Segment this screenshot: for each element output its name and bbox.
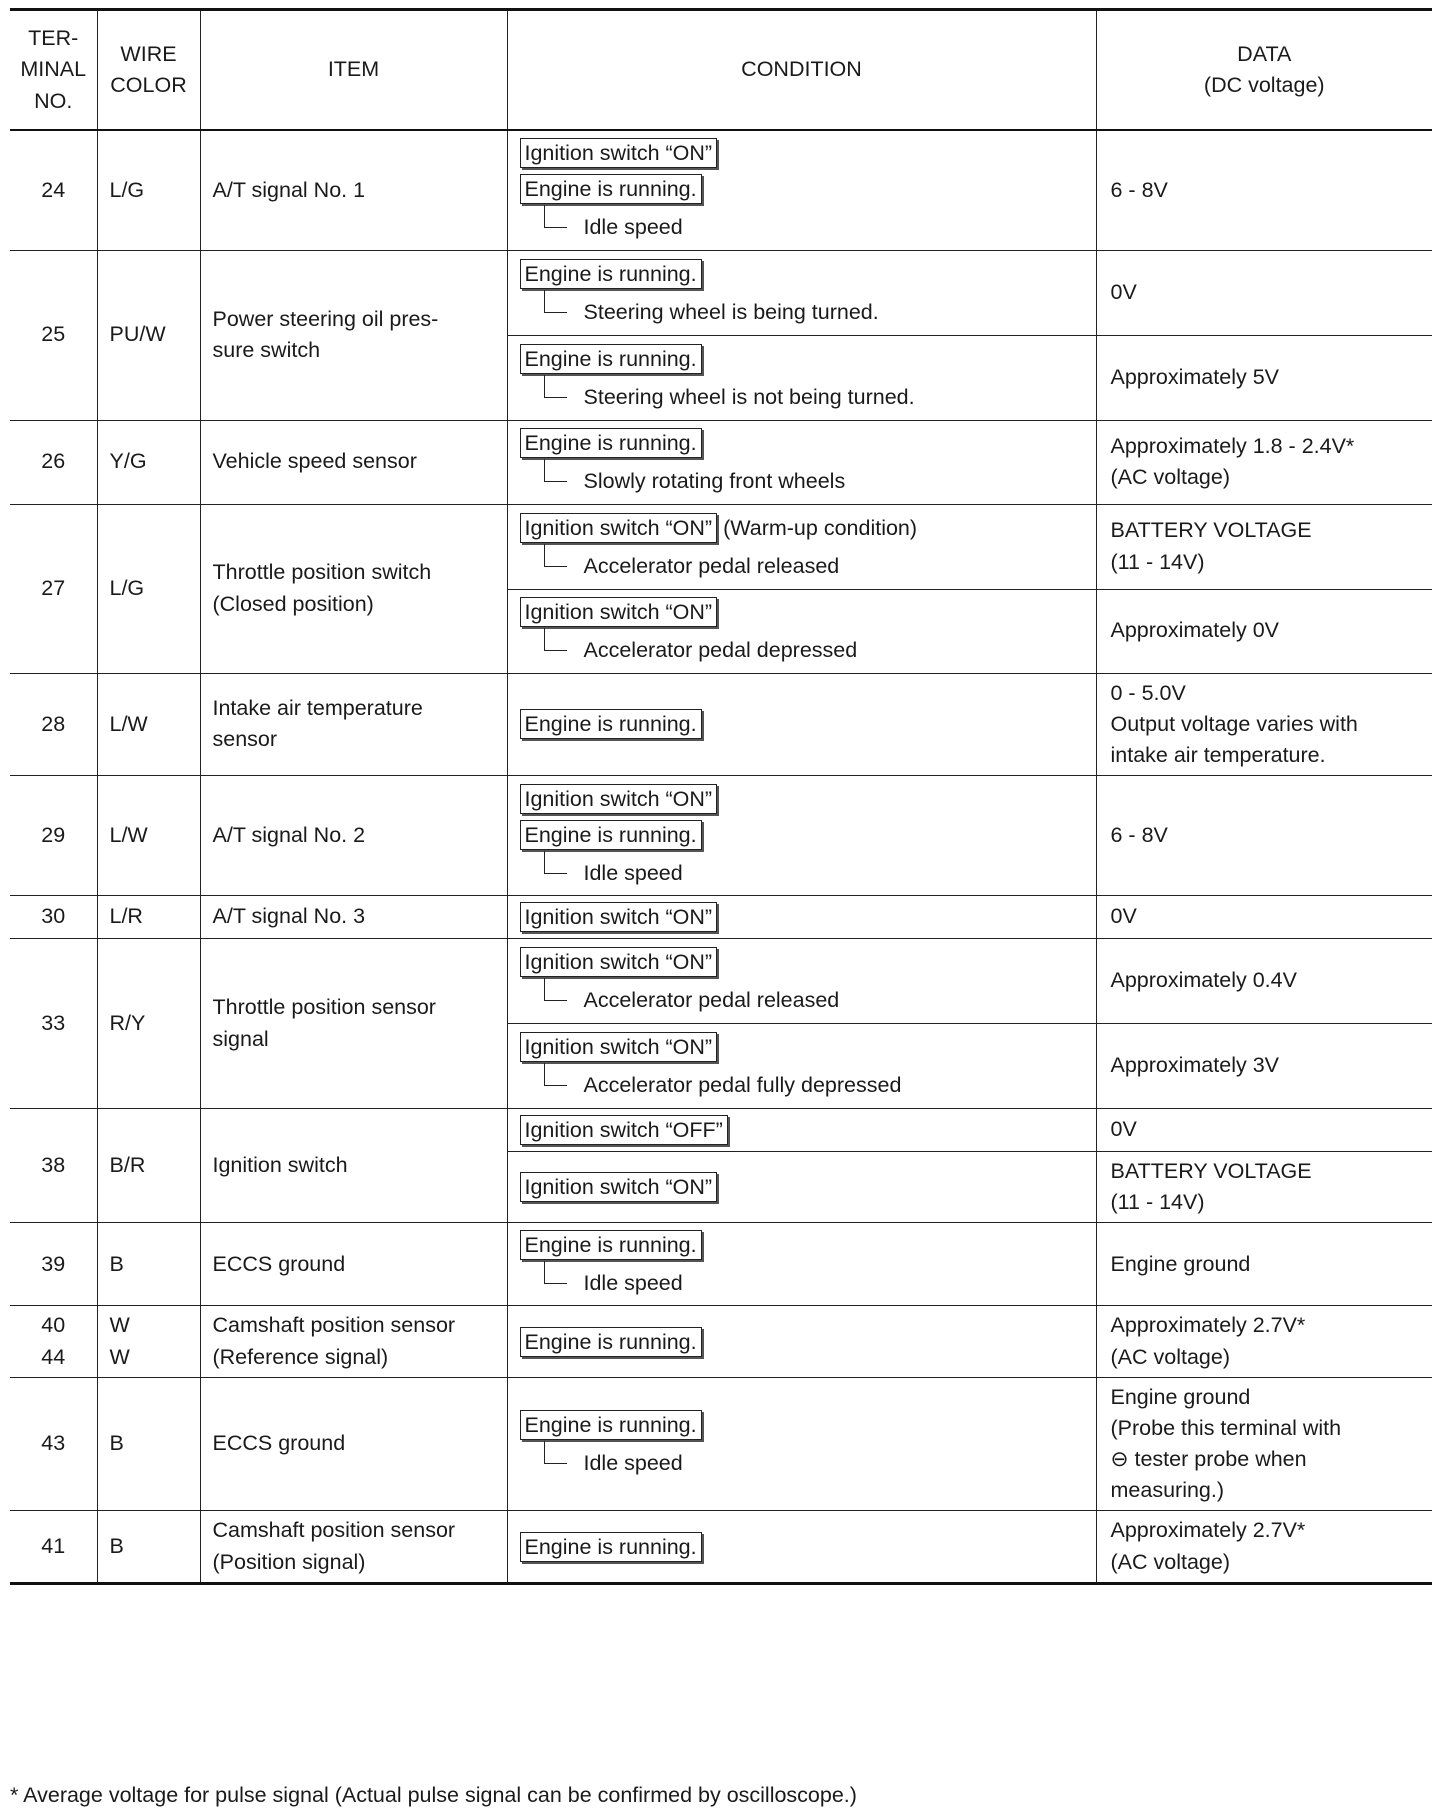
wire-color-cell: PU/W <box>97 250 200 420</box>
condition-cell <box>507 420 1096 504</box>
wire-color-cell: B/R <box>97 1109 200 1223</box>
condition-box: Engine is running. <box>520 1327 702 1357</box>
condition-cell <box>507 939 1096 1024</box>
wire-color-cell: L/W <box>97 673 200 776</box>
item-cell: Throttle position switch (Closed position) <box>200 504 507 673</box>
condition-box: Engine is running. <box>520 1230 702 1260</box>
data-cell: Approximately 3V <box>1096 1024 1432 1109</box>
condition-cell <box>507 896 1096 939</box>
condition-box: Engine is running. <box>520 428 702 458</box>
item-cell: Ignition switch <box>200 1109 507 1223</box>
condition-cell <box>507 1152 1096 1223</box>
condition-line <box>520 899 1088 935</box>
condition-cell <box>507 1377 1096 1511</box>
wire-color-cell: W W <box>97 1306 200 1377</box>
condition-cell <box>507 1024 1096 1109</box>
header-row <box>10 10 1432 131</box>
data-cell: Approximately 5V <box>1096 335 1432 420</box>
header-terminal-no: TER- MINAL NO. <box>10 10 97 131</box>
condition-box: Engine is running. <box>520 344 702 374</box>
data-cell: 0V <box>1096 250 1432 335</box>
condition-cell <box>507 673 1096 776</box>
table-row <box>10 1306 1432 1377</box>
header-condition: CONDITION <box>507 10 1096 131</box>
table-row <box>10 776 1432 896</box>
terminal-no-cell: 28 <box>10 673 97 776</box>
item-cell: A/T signal No. 1 <box>200 130 507 250</box>
terminal-no-cell: 38 <box>10 1109 97 1223</box>
data-cell: Approximately 1.8 - 2.4V* (AC voltage) <box>1096 420 1432 504</box>
data-cell: 0V <box>1096 896 1432 939</box>
condition-line <box>520 817 1088 853</box>
table-row <box>10 420 1432 504</box>
condition-box: Ignition switch “ON” <box>520 947 718 977</box>
wire-color-cell: L/R <box>97 896 200 939</box>
condition-line <box>520 781 1088 817</box>
terminal-no-cell: 25 <box>10 250 97 420</box>
data-cell: BATTERY VOLTAGE (11 - 14V) <box>1096 1152 1432 1223</box>
item-cell: Vehicle speed sensor <box>200 420 507 504</box>
condition-line <box>520 1029 1088 1065</box>
condition-line <box>520 1112 1088 1148</box>
condition-line <box>520 706 1088 742</box>
condition-substep: Accelerator pedal fully depressed <box>520 1067 1088 1103</box>
terminal-no-cell: 24 <box>10 130 97 250</box>
wire-color-cell: B <box>97 1223 200 1306</box>
header-wire-color: WIRE COLOR <box>97 10 200 131</box>
condition-box: Engine is running. <box>520 174 702 204</box>
condition-box: Ignition switch “ON” <box>520 1032 718 1062</box>
table-row <box>10 673 1432 776</box>
table-row <box>10 250 1432 335</box>
terminal-spec-sheet <box>10 8 1432 1585</box>
condition-cell <box>507 250 1096 335</box>
item-cell: A/T signal No. 3 <box>200 896 507 939</box>
wire-color-cell: L/G <box>97 504 200 673</box>
condition-box: Engine is running. <box>520 1410 702 1440</box>
condition-box: Engine is running. <box>520 1532 702 1562</box>
item-cell: A/T signal No. 2 <box>200 776 507 896</box>
condition-line <box>520 135 1088 171</box>
item-cell: Camshaft position sensor (Reference signal) <box>200 1306 507 1377</box>
condition-box: Engine is running. <box>520 820 702 850</box>
condition-line <box>520 510 1088 546</box>
terminal-no-cell: 30 <box>10 896 97 939</box>
condition-substep: Steering wheel is being turned. <box>520 294 1088 330</box>
terminal-no-cell: 26 <box>10 420 97 504</box>
condition-box: Engine is running. <box>520 709 702 739</box>
condition-line <box>520 1169 1088 1205</box>
terminal-no-cell: 27 <box>10 504 97 673</box>
condition-box: Ignition switch “OFF” <box>520 1115 728 1145</box>
condition-substep: Accelerator pedal released <box>520 548 1088 584</box>
table-row <box>10 130 1432 250</box>
data-cell: Engine ground (Probe this terminal with ⊖ tester probe when measuring.) <box>1096 1377 1432 1511</box>
table-row <box>10 1109 1432 1152</box>
condition-substep: Slowly rotating front wheels <box>520 463 1088 499</box>
condition-line <box>520 1227 1088 1263</box>
condition-line <box>520 1529 1088 1565</box>
terminal-no-cell: 43 <box>10 1377 97 1511</box>
data-cell: BATTERY VOLTAGE (11 - 14V) <box>1096 504 1432 589</box>
condition-line <box>520 1324 1088 1360</box>
condition-box: Ignition switch “ON” <box>520 513 718 543</box>
data-cell: Approximately 0V <box>1096 589 1432 673</box>
table-row <box>10 939 1432 1024</box>
item-cell: Power steering oil pres- sure switch <box>200 250 507 420</box>
item-cell: ECCS ground <box>200 1377 507 1511</box>
table-row <box>10 896 1432 939</box>
table-row <box>10 504 1432 589</box>
data-cell: Approximately 2.7V* (AC voltage) <box>1096 1511 1432 1583</box>
condition-cell <box>507 130 1096 250</box>
terminal-no-cell: 41 <box>10 1511 97 1583</box>
wire-color-cell: R/Y <box>97 939 200 1109</box>
condition-line <box>520 594 1088 630</box>
condition-substep: Accelerator pedal depressed <box>520 632 1088 668</box>
condition-cell <box>507 1306 1096 1377</box>
item-cell: Intake air temperature sensor <box>200 673 507 776</box>
terminal-data-table <box>10 8 1432 1585</box>
header-data: DATA (DC voltage) <box>1096 10 1432 131</box>
condition-substep: Idle speed <box>520 209 1088 245</box>
condition-suffix: (Warm-up condition) <box>723 515 918 540</box>
wire-color-cell: L/G <box>97 130 200 250</box>
terminal-no-cell: 40 44 <box>10 1306 97 1377</box>
condition-box: Ignition switch “ON” <box>520 784 718 814</box>
wire-color-cell: B <box>97 1511 200 1583</box>
footnote: * Average voltage for pulse signal (Actual pulse signal can be confirmed by oscilloscope.) <box>10 1783 857 1807</box>
data-cell: 6 - 8V <box>1096 776 1432 896</box>
condition-substep: Steering wheel is not being turned. <box>520 379 1088 415</box>
data-cell: Engine ground <box>1096 1223 1432 1306</box>
condition-substep: Idle speed <box>520 855 1088 891</box>
table-body <box>10 130 1432 1583</box>
condition-cell <box>507 589 1096 673</box>
data-cell: 6 - 8V <box>1096 130 1432 250</box>
data-cell: 0 - 5.0V Output voltage varies with intake air temperature. <box>1096 673 1432 776</box>
table-row <box>10 1223 1432 1306</box>
data-cell: Approximately 2.7V* (AC voltage) <box>1096 1306 1432 1377</box>
condition-line <box>520 171 1088 207</box>
condition-line <box>520 341 1088 377</box>
condition-substep: Idle speed <box>520 1265 1088 1301</box>
condition-line <box>520 425 1088 461</box>
condition-substep: Idle speed <box>520 1445 1088 1481</box>
data-cell: Approximately 0.4V <box>1096 939 1432 1024</box>
condition-line <box>520 944 1088 980</box>
wire-color-cell: L/W <box>97 776 200 896</box>
condition-box: Ignition switch “ON” <box>520 1172 718 1202</box>
table-row <box>10 1377 1432 1511</box>
header-item: ITEM <box>200 10 507 131</box>
wire-color-cell: B <box>97 1377 200 1511</box>
condition-cell <box>507 1223 1096 1306</box>
condition-box: Engine is running. <box>520 259 702 289</box>
item-cell: Throttle position sensor signal <box>200 939 507 1109</box>
item-cell: ECCS ground <box>200 1223 507 1306</box>
condition-cell <box>507 1511 1096 1583</box>
condition-box: Ignition switch “ON” <box>520 902 718 932</box>
condition-line <box>520 1407 1088 1443</box>
terminal-no-cell: 29 <box>10 776 97 896</box>
condition-line <box>520 256 1088 292</box>
condition-cell <box>507 335 1096 420</box>
condition-box: Ignition switch “ON” <box>520 597 718 627</box>
condition-cell <box>507 776 1096 896</box>
condition-substep: Accelerator pedal released <box>520 982 1088 1018</box>
condition-cell <box>507 1109 1096 1152</box>
data-cell: 0V <box>1096 1109 1432 1152</box>
table-row <box>10 1511 1432 1583</box>
condition-cell <box>507 504 1096 589</box>
terminal-no-cell: 39 <box>10 1223 97 1306</box>
wire-color-cell: Y/G <box>97 420 200 504</box>
condition-box: Ignition switch “ON” <box>520 138 718 168</box>
item-cell: Camshaft position sensor (Position signal) <box>200 1511 507 1583</box>
terminal-no-cell: 33 <box>10 939 97 1109</box>
